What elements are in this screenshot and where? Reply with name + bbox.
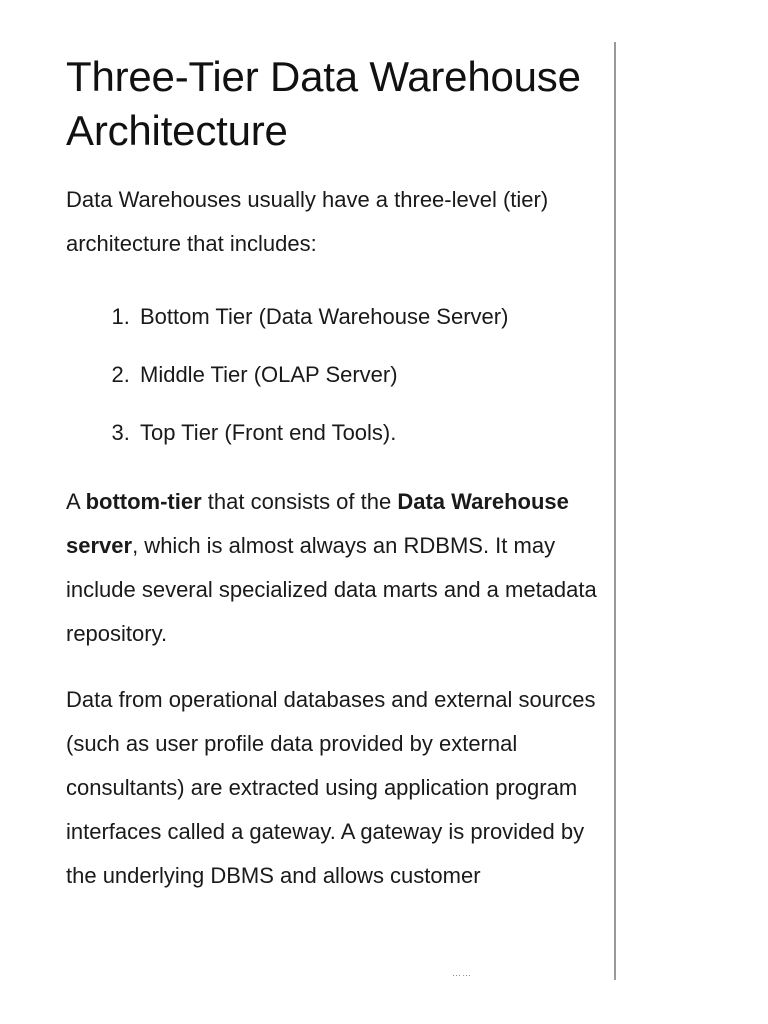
tier-list-item-top: 3. Top Tier (Front end Tools). <box>136 404 606 462</box>
bottom-tier-mid: that consists of the <box>201 489 398 514</box>
tier-list-item-bottom: 1. Bottom Tier (Data Warehouse Server) <box>136 288 606 346</box>
bottom-tier-lead: A <box>66 489 86 514</box>
tier-list-item-middle: 2. Middle Tier (OLAP Server) <box>136 346 606 404</box>
bottom-tier-tail: , which is almost always an RDBMS. It may include several specialized data marts and a metadata repository. <box>66 533 597 646</box>
bottom-tier-paragraph <box>66 480 606 656</box>
intro-paragraph: Data Warehouses usually have a three-level (tier) architecture that includes: <box>66 187 549 256</box>
tier-list <box>66 288 606 462</box>
data-sources-paragraph: Data from operational databases and external sources (such as user profile data provided by external consultants) are extracted using application program interfaces called a gateway. A gateway is provided by the underlying DBMS and allows customer <box>66 687 596 888</box>
bottom-tier-term: bottom-tier <box>85 489 202 514</box>
page-title: Three-Tier Data Warehouse Architecture <box>66 53 581 154</box>
warehouse-server-term: Data Warehouse server <box>66 489 569 558</box>
page-edge-rule <box>614 42 616 980</box>
article-body <box>66 50 606 898</box>
page-footer-mark: …… <box>452 968 472 978</box>
